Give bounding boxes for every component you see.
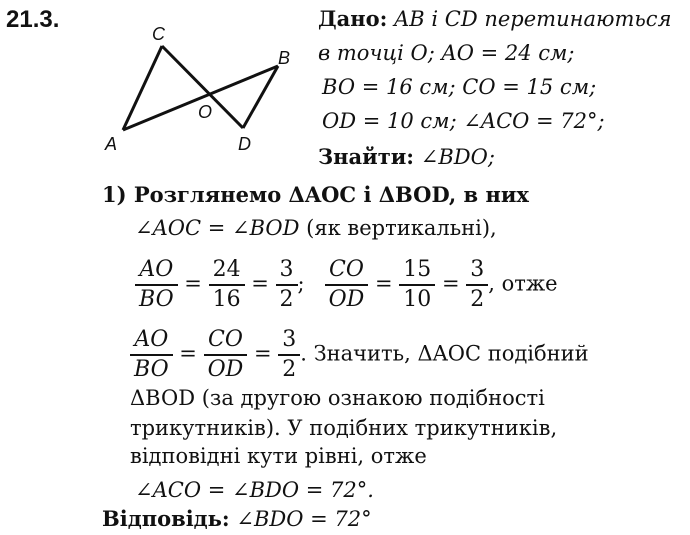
step-1-angles-line	[135, 216, 497, 240]
ratio-3-2-c: $\frac{3}{2}$	[278, 326, 300, 384]
step-1: 1) Розглянемо ΔAOC і ΔBOD, в них	[102, 182, 529, 207]
conclusion-2: ΔBOD (за другою ознакою подібності	[130, 386, 545, 410]
conclusion-5: ∠ACO = ∠BDO = 72°.	[135, 478, 374, 502]
problem-number: 21.3.	[6, 6, 60, 33]
ratio-24-16: $\frac{24}{16}$	[209, 256, 245, 314]
vertical-angles: ∠AOC = ∠BOD	[135, 216, 300, 240]
ratio-ao-bo: $\frac{AO}{BO}$	[135, 256, 178, 314]
find-line	[318, 142, 495, 172]
answer-text: ∠BDO = 72°	[236, 507, 372, 531]
given-line-4: OD = 10 см; ∠ACO = 72°;	[322, 109, 605, 133]
ratio-co-od: $\frac{CO}{OD}$	[325, 256, 369, 314]
given-label: Дано:	[318, 6, 388, 31]
conclusion-4: відповідні кути рівні, отже	[130, 444, 427, 468]
find-text: ∠BDO;	[420, 145, 495, 169]
label-b: B	[278, 48, 291, 68]
answer-line	[102, 506, 372, 531]
segment-bd	[243, 66, 278, 128]
vertical-angles-note: (як вертикальні),	[306, 216, 497, 240]
ratio-line-1: $\frac{AO}{BO}$ = $\frac{24}{16}$ = $\frac{3}{2}$ ; $\frac{CO}{OD}$ = $\frac{15}{10}$ = $\frac{3}{2}$ , отже	[135, 256, 558, 314]
label-o: O	[198, 102, 213, 122]
label-c: C	[152, 24, 165, 44]
given-text-1: AB і CD перетинаються	[394, 7, 672, 31]
ratio-3-2-b: $\frac{3}{2}$	[466, 256, 488, 314]
ratio-tail: , отже	[488, 271, 558, 296]
ratio-line-2: $\frac{AO}{BO}$ = $\frac{CO}{OD}$ = $\frac{3}{2}$ . Значить, ΔAOC подібний	[130, 326, 589, 384]
ratio-co-od-2: $\frac{CO}{OD}$	[204, 326, 248, 384]
conclusion-3: трикутників). У подібних трикутників,	[130, 416, 558, 440]
ratio-3-2-a: $\frac{3}{2}$	[276, 256, 298, 314]
given-line-2: в точці O; AO = 24 см;	[318, 41, 575, 65]
answer-label: Відповідь:	[102, 506, 230, 531]
given-line-1	[318, 4, 671, 34]
label-d: D	[238, 134, 251, 154]
ratio-separator: ;	[297, 271, 305, 296]
ratio-15-10: $\frac{15}{10}$	[399, 256, 435, 314]
conclusion-1: . Значить, ΔAOC подібний	[300, 341, 589, 366]
given-line-3: BO = 16 см; CO = 15 см;	[322, 75, 597, 99]
label-a: A	[105, 134, 118, 154]
find-label: Знайти:	[318, 144, 415, 169]
ratio-ao-bo-2: $\frac{AO}{BO}$	[130, 326, 173, 384]
geometry-figure	[100, 22, 305, 162]
